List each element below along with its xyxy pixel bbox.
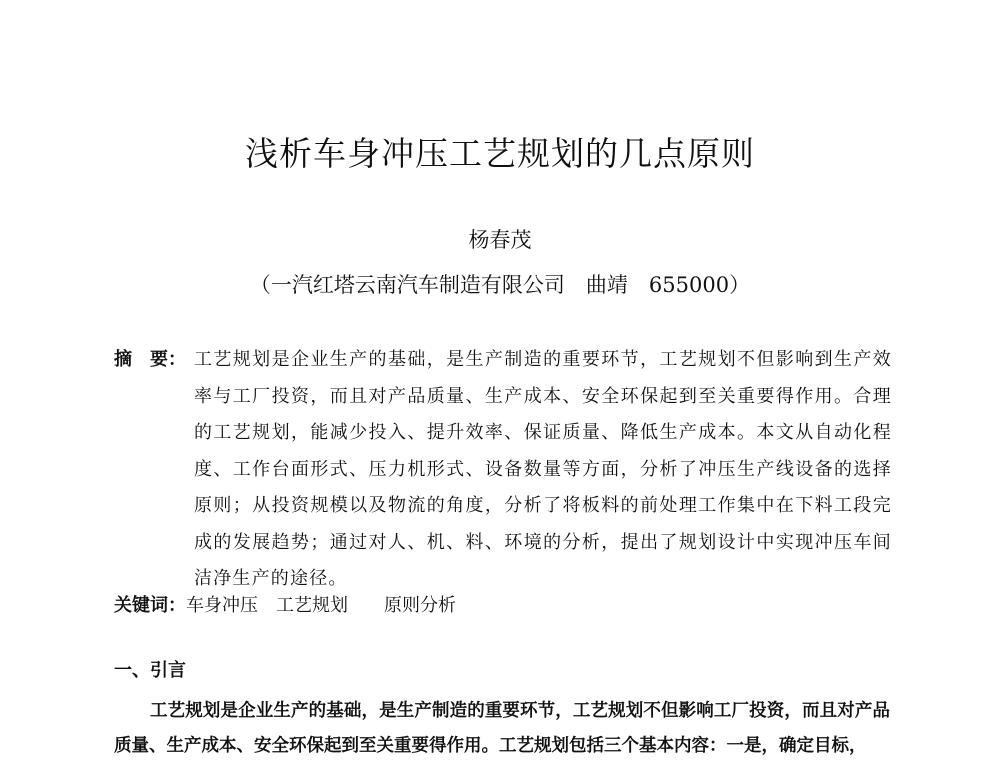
author-affiliation: （一汽红塔云南汽车制造有限公司 曲靖 655000）	[249, 273, 751, 297]
paper-title: 浅析车身冲压工艺规划的几点原则	[245, 134, 755, 173]
section-heading-introduction: 一、引言	[114, 660, 186, 681]
abstract-text: 工艺规划是企业生产的基础，是生产制造的重要环节，工艺规划不但影响到生产效率与工厂投资，而且对产品质量、生产成本、安全环保起到至关重要得作用。合理的工艺规划，能减少投入、提升效率、保证质量、降低生产成本。本文从自动化程度、工作台面形式、压力机形式、设备数量等方面，分析了冲压生产线设备的选择原则；从投资规模以及物流的角度，分析了将板料的前处理工作集中在下料工段完成的发展趋势；通过对人、机、料、环境的分析，提出了规划设计中实现冲压车间洁净生产的途径。	[194, 349, 892, 589]
author-name: 杨春茂	[468, 228, 532, 252]
introduction-paragraph: 工艺规划是企业生产的基础，是生产制造的重要环节，工艺规划不但影响工厂投资，而且对产品质量、生产成本、安全环保起到至关重要得作用。工艺规划包括三个基本内容：一是，确定目标，	[114, 701, 890, 756]
keywords-line	[114, 590, 456, 622]
abstract-label: 摘 要：	[114, 349, 186, 370]
keywords-text: 车身冲压 工艺规划 原则分析	[186, 595, 456, 616]
keywords-label: 关键词：	[114, 595, 186, 616]
